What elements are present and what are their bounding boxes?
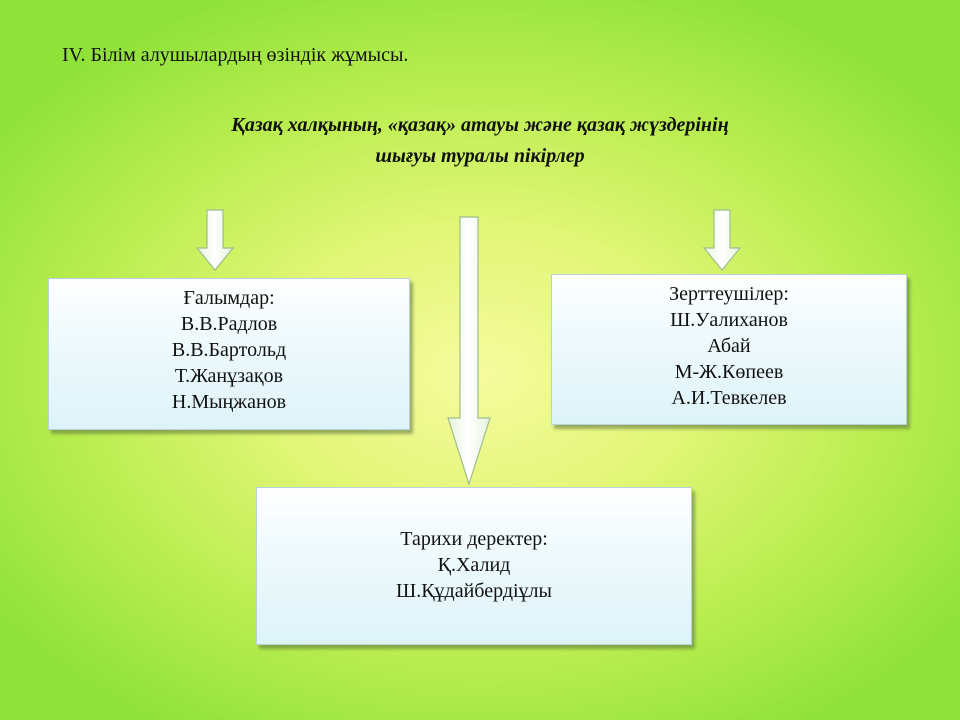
historical-sources-box bbox=[256, 487, 692, 645]
down-arrow-right bbox=[704, 210, 740, 270]
historical-source-item: Қ.Халид bbox=[437, 554, 511, 576]
scientists-title: Ғалымдар: bbox=[183, 287, 275, 309]
researchers-title: Зерттеушілер: bbox=[669, 283, 789, 305]
diagram-title-line-2: шығуы туралы пікірлер bbox=[375, 145, 585, 167]
researchers-box bbox=[551, 274, 907, 425]
researcher-item: М-Ж.Көпеев bbox=[674, 361, 784, 383]
scientists-box bbox=[48, 278, 410, 430]
scientist-item: В.В.Бартольд bbox=[171, 339, 287, 361]
down-arrow-center bbox=[448, 217, 490, 484]
researcher-item: А.И.Тевкелев bbox=[671, 387, 787, 409]
researcher-item: Ш.Уалиханов bbox=[670, 309, 788, 331]
diagram-title bbox=[0, 110, 960, 172]
scientist-item: Н.Мыңжанов bbox=[171, 391, 287, 413]
historical-sources-title: Тарихи деректер: bbox=[400, 528, 548, 550]
down-arrow-left bbox=[197, 210, 233, 270]
diagram-title-line-1: Қазақ халқының, «қазақ» атауы және қазақ жүздерінің bbox=[231, 114, 729, 136]
scientist-item: Т.Жанұзақов bbox=[174, 365, 284, 387]
historical-source-item: Ш.Құдайбердіұлы bbox=[396, 580, 552, 602]
section-heading: IV. Білім алушылардың өзіндік жұмысы. bbox=[62, 44, 409, 66]
scientist-item: В.В.Радлов bbox=[180, 313, 278, 335]
researcher-item: Абай bbox=[707, 335, 751, 357]
